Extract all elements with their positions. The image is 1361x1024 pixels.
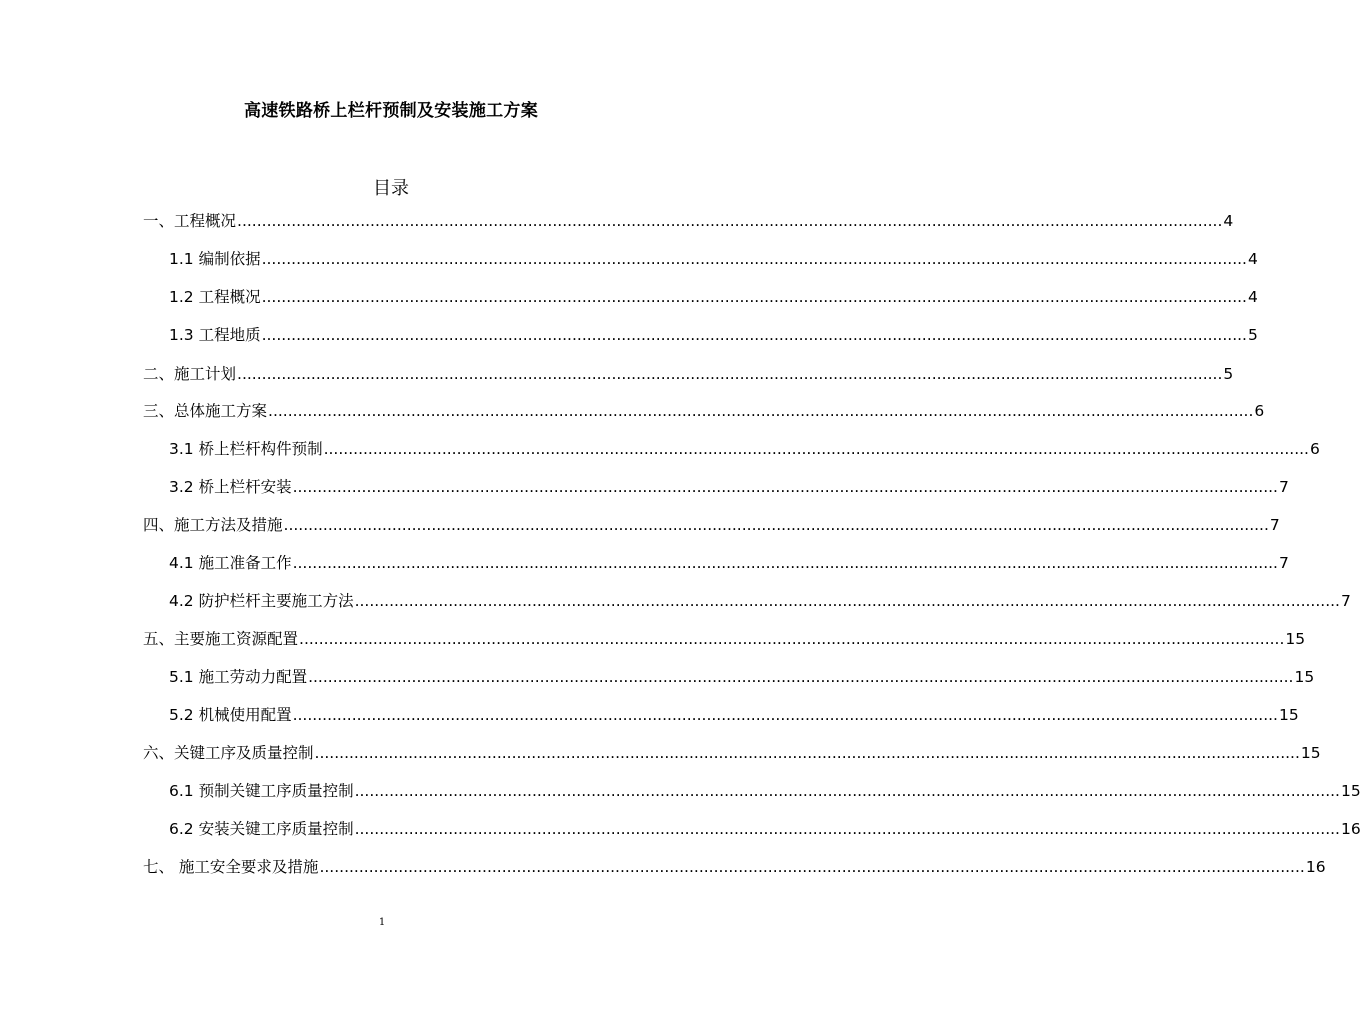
toc-entry-page: 7: [1278, 478, 1289, 496]
toc-entry-label: 4.1 施工准备工作: [169, 554, 292, 572]
toc-entry[interactable]: [169, 819, 1361, 839]
toc-entry-label: 6.1 预制关键工序质量控制: [169, 782, 354, 800]
toc-entry[interactable]: [143, 401, 1265, 421]
toc-entry[interactable]: [169, 781, 1361, 801]
toc-dot-leader: ........................................................................................................................................................................................................: [261, 250, 1247, 268]
toc-entry-page: 7: [1278, 554, 1289, 572]
toc-entry-page: 4: [1247, 288, 1258, 306]
toc-dot-leader: ........................................................................................................................................................................................................: [237, 365, 1223, 383]
toc-entry[interactable]: [143, 364, 1234, 384]
toc-dot-leader: ........................................................................................................................................................................................................: [299, 630, 1285, 648]
toc-dot-leader: ........................................................................................................................................................................................................: [354, 782, 1340, 800]
toc-dot-leader: ........................................................................................................................................................................................................: [261, 288, 1247, 306]
toc-entry[interactable]: [169, 477, 1289, 497]
toc-dot-leader: ........................................................................................................................................................................................................: [268, 402, 1254, 420]
toc-entry-label: 六、关键工序及质量控制: [143, 744, 314, 762]
toc-dot-leader: ........................................................................................................................................................................................................: [319, 858, 1305, 876]
toc-entry-label: 1.1 编制依据: [169, 250, 261, 268]
toc-entry-page: 5: [1247, 326, 1258, 344]
page-number: 1: [378, 917, 386, 928]
toc-entry[interactable]: [169, 325, 1258, 345]
toc-entry-page: 6: [1309, 440, 1320, 458]
toc-dot-leader: ........................................................................................................................................................................................................: [292, 706, 1278, 724]
toc-entry-page: 15: [1278, 706, 1299, 724]
toc-dot-leader: ........................................................................................................................................................................................................: [308, 668, 1294, 686]
toc-dot-leader: ........................................................................................................................................................................................................: [237, 212, 1223, 230]
toc-entry-label: 三、总体施工方案: [143, 402, 268, 420]
toc-entry[interactable]: [143, 515, 1280, 535]
toc-dot-leader: ........................................................................................................................................................................................................: [261, 326, 1247, 344]
toc-entry-label: 6.2 安装关键工序质量控制: [169, 820, 354, 838]
toc-entry-page: 4: [1223, 212, 1234, 230]
toc-entry-page: 15: [1285, 630, 1306, 648]
toc-entry[interactable]: [169, 553, 1289, 573]
toc-entry-label: 1.2 工程概况: [169, 288, 261, 306]
toc-entry[interactable]: [143, 629, 1306, 649]
toc-dot-leader: ........................................................................................................................................................................................................: [314, 744, 1300, 762]
toc-entry-page: 5: [1223, 365, 1234, 383]
toc-entry[interactable]: [169, 287, 1258, 307]
toc-dot-leader: ........................................................................................................................................................................................................: [292, 554, 1278, 572]
toc-entry-label: 七、 施工安全要求及措施: [143, 858, 319, 876]
toc-entry-label: 二、施工计划: [143, 365, 237, 383]
toc-dot-leader: ........................................................................................................................................................................................................: [323, 440, 1309, 458]
toc-entry-label: 四、施工方法及措施: [143, 516, 283, 534]
toc-entry[interactable]: [143, 211, 1234, 231]
toc-heading: 目录: [373, 178, 409, 199]
toc-dot-leader: ........................................................................................................................................................................................................: [292, 478, 1278, 496]
toc-entry-label: 一、工程概况: [143, 212, 237, 230]
toc-entry-page: 7: [1269, 516, 1280, 534]
toc-entry-page: 16: [1340, 820, 1361, 838]
toc-entry-label: 1.3 工程地质: [169, 326, 261, 344]
toc-entry-label: 五、主要施工资源配置: [143, 630, 299, 648]
toc-entry-page: 16: [1305, 858, 1326, 876]
toc-entry-page: 15: [1294, 668, 1315, 686]
toc-entry-page: 15: [1300, 744, 1321, 762]
toc-entry-page: 7: [1340, 592, 1351, 610]
toc-entry-page: 4: [1247, 250, 1258, 268]
document-title: 高速铁路桥上栏杆预制及安装施工方案: [243, 101, 539, 121]
toc-dot-leader: ........................................................................................................................................................................................................: [354, 592, 1340, 610]
toc-entry-label: 4.2 防护栏杆主要施工方法: [169, 592, 354, 610]
toc-entry-page: 6: [1254, 402, 1265, 420]
toc-entry[interactable]: [169, 667, 1315, 687]
toc-entry[interactable]: [169, 705, 1299, 725]
toc-entry-label: 3.1 桥上栏杆构件预制: [169, 440, 323, 458]
toc-entry[interactable]: [169, 249, 1258, 269]
toc-entry-label: 5.2 机械使用配置: [169, 706, 292, 724]
toc-dot-leader: ........................................................................................................................................................................................................: [283, 516, 1269, 534]
toc-entry[interactable]: [143, 857, 1326, 877]
toc-entry-page: 15: [1340, 782, 1361, 800]
toc-entry[interactable]: [169, 591, 1351, 611]
toc-entry-label: 3.2 桥上栏杆安装: [169, 478, 292, 496]
toc-dot-leader: ........................................................................................................................................................................................................: [354, 820, 1340, 838]
toc-entry-label: 5.1 施工劳动力配置: [169, 668, 308, 686]
toc-entry[interactable]: [169, 439, 1320, 459]
toc-entry[interactable]: [143, 743, 1321, 763]
